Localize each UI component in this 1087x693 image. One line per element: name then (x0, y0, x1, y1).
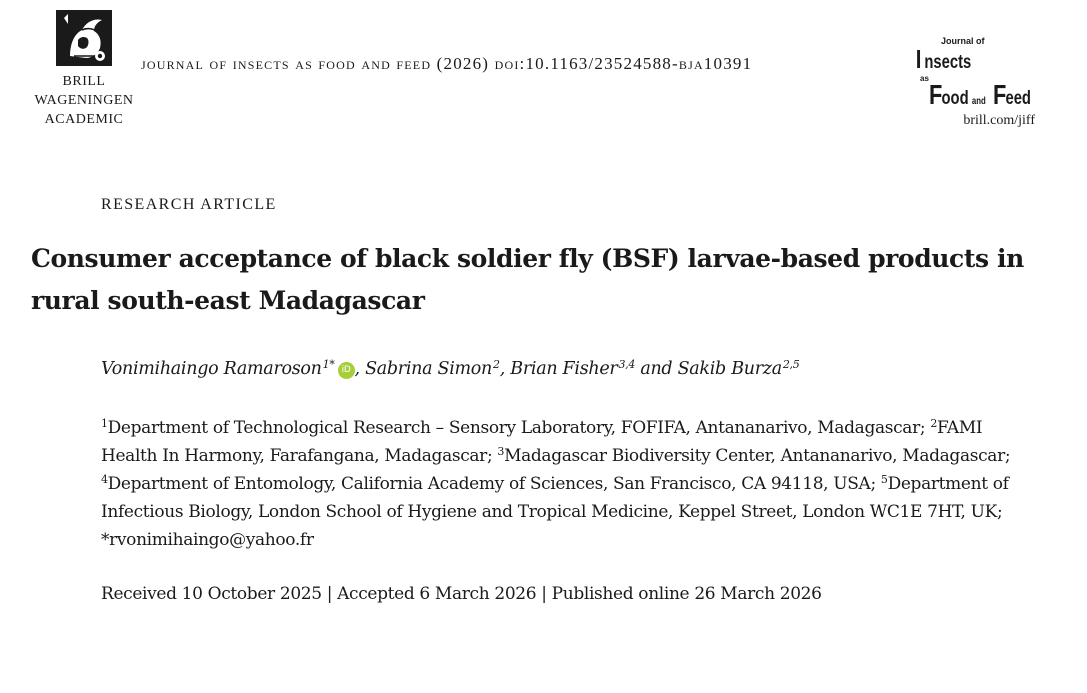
orcid-icon[interactable]: iD (338, 362, 355, 379)
author-separator: and (635, 359, 678, 379)
author-name[interactable]: Vonimihaingo Ramaroson (101, 359, 322, 379)
svg-text:as: as (920, 74, 929, 83)
svg-text:eed: eed (1005, 87, 1031, 109)
author-separator: , (354, 359, 366, 379)
journal-citation: journal of insects as food and feed (2026) doi:10.1163/23524588-bja10391 (141, 54, 753, 73)
affiliation-text: FAMI Health In Harmony, Farafangana, Madagascar; (101, 418, 983, 466)
publisher-line: ACADEMIC (44, 112, 124, 127)
svg-text:I: I (915, 44, 922, 74)
author-list (101, 359, 799, 379)
corresponding-email-link[interactable]: *rvonimihaingo@yahoo.fr (101, 530, 314, 550)
affiliation-number: 3 (497, 445, 505, 458)
publication-dates (101, 584, 822, 604)
received-date: Received 10 October 2025 (101, 584, 322, 604)
affiliation-number: 4 (101, 473, 108, 486)
svg-text:F: F (929, 79, 943, 110)
author-name[interactable]: Sakib Burza (677, 359, 782, 379)
date-separator: | (541, 584, 547, 604)
accepted-date: Accepted 6 March 2026 (337, 584, 537, 604)
article-title: Consumer acceptance of black soldier fly (BSF) larvae-based products in rural south-east Madagascar (31, 244, 1024, 315)
article-type-label: RESEARCH ARTICLE (101, 196, 277, 213)
jiff-logo-icon (915, 34, 1040, 110)
author-name[interactable]: Brian Fisher (510, 359, 618, 379)
journal-logo[interactable] (915, 34, 1040, 110)
affiliation-number: 2 (930, 417, 937, 430)
svg-text:nsects: nsects (924, 51, 972, 73)
publisher-line: BRILL (62, 74, 106, 89)
svg-text:and: and (971, 95, 986, 107)
athena-helmet-icon (56, 10, 112, 66)
publisher-logo[interactable] (28, 10, 140, 129)
affiliation-text: Department of Infectious Biology, London School of Hygiene and Tropical Medicine, Keppel Street, London WC1E 7HT, UK; (101, 474, 1009, 522)
affiliation-text: Department of Technological Research – Sensory Laboratory, FOFIFA, Antananarivo, Madagascar; (107, 418, 931, 438)
svg-text:Journal of: Journal of (941, 36, 985, 46)
affiliation-number: 1 (101, 417, 108, 430)
publisher-line: WAGENINGEN (34, 93, 134, 108)
author-affiliation-ref: 1* (322, 358, 335, 371)
publisher-name (28, 72, 140, 129)
author-name[interactable]: Sabrina Simon (365, 359, 493, 379)
author-affiliation-ref: 2 (493, 358, 500, 371)
svg-text:F: F (993, 79, 1007, 110)
journal-url-link[interactable]: brill.com/jiff (963, 113, 1035, 128)
affiliation-number: 5 (880, 473, 888, 486)
affiliation-text: Department of Entomology, California Academy of Sciences, San Francisco, CA 94118, USA; (107, 474, 881, 494)
affiliation-text: Madagascar Biodiversity Center, Antananarivo, Madagascar; (504, 446, 1011, 466)
affiliation-list (101, 414, 1036, 554)
published-date: Published online 26 March 2026 (551, 584, 822, 604)
author-affiliation-ref: 3,4 (618, 358, 636, 371)
author-separator: , (499, 359, 511, 379)
author-affiliation-ref: 2,5 (782, 358, 800, 371)
date-separator: | (326, 584, 333, 604)
svg-text:ood: ood (941, 87, 969, 109)
